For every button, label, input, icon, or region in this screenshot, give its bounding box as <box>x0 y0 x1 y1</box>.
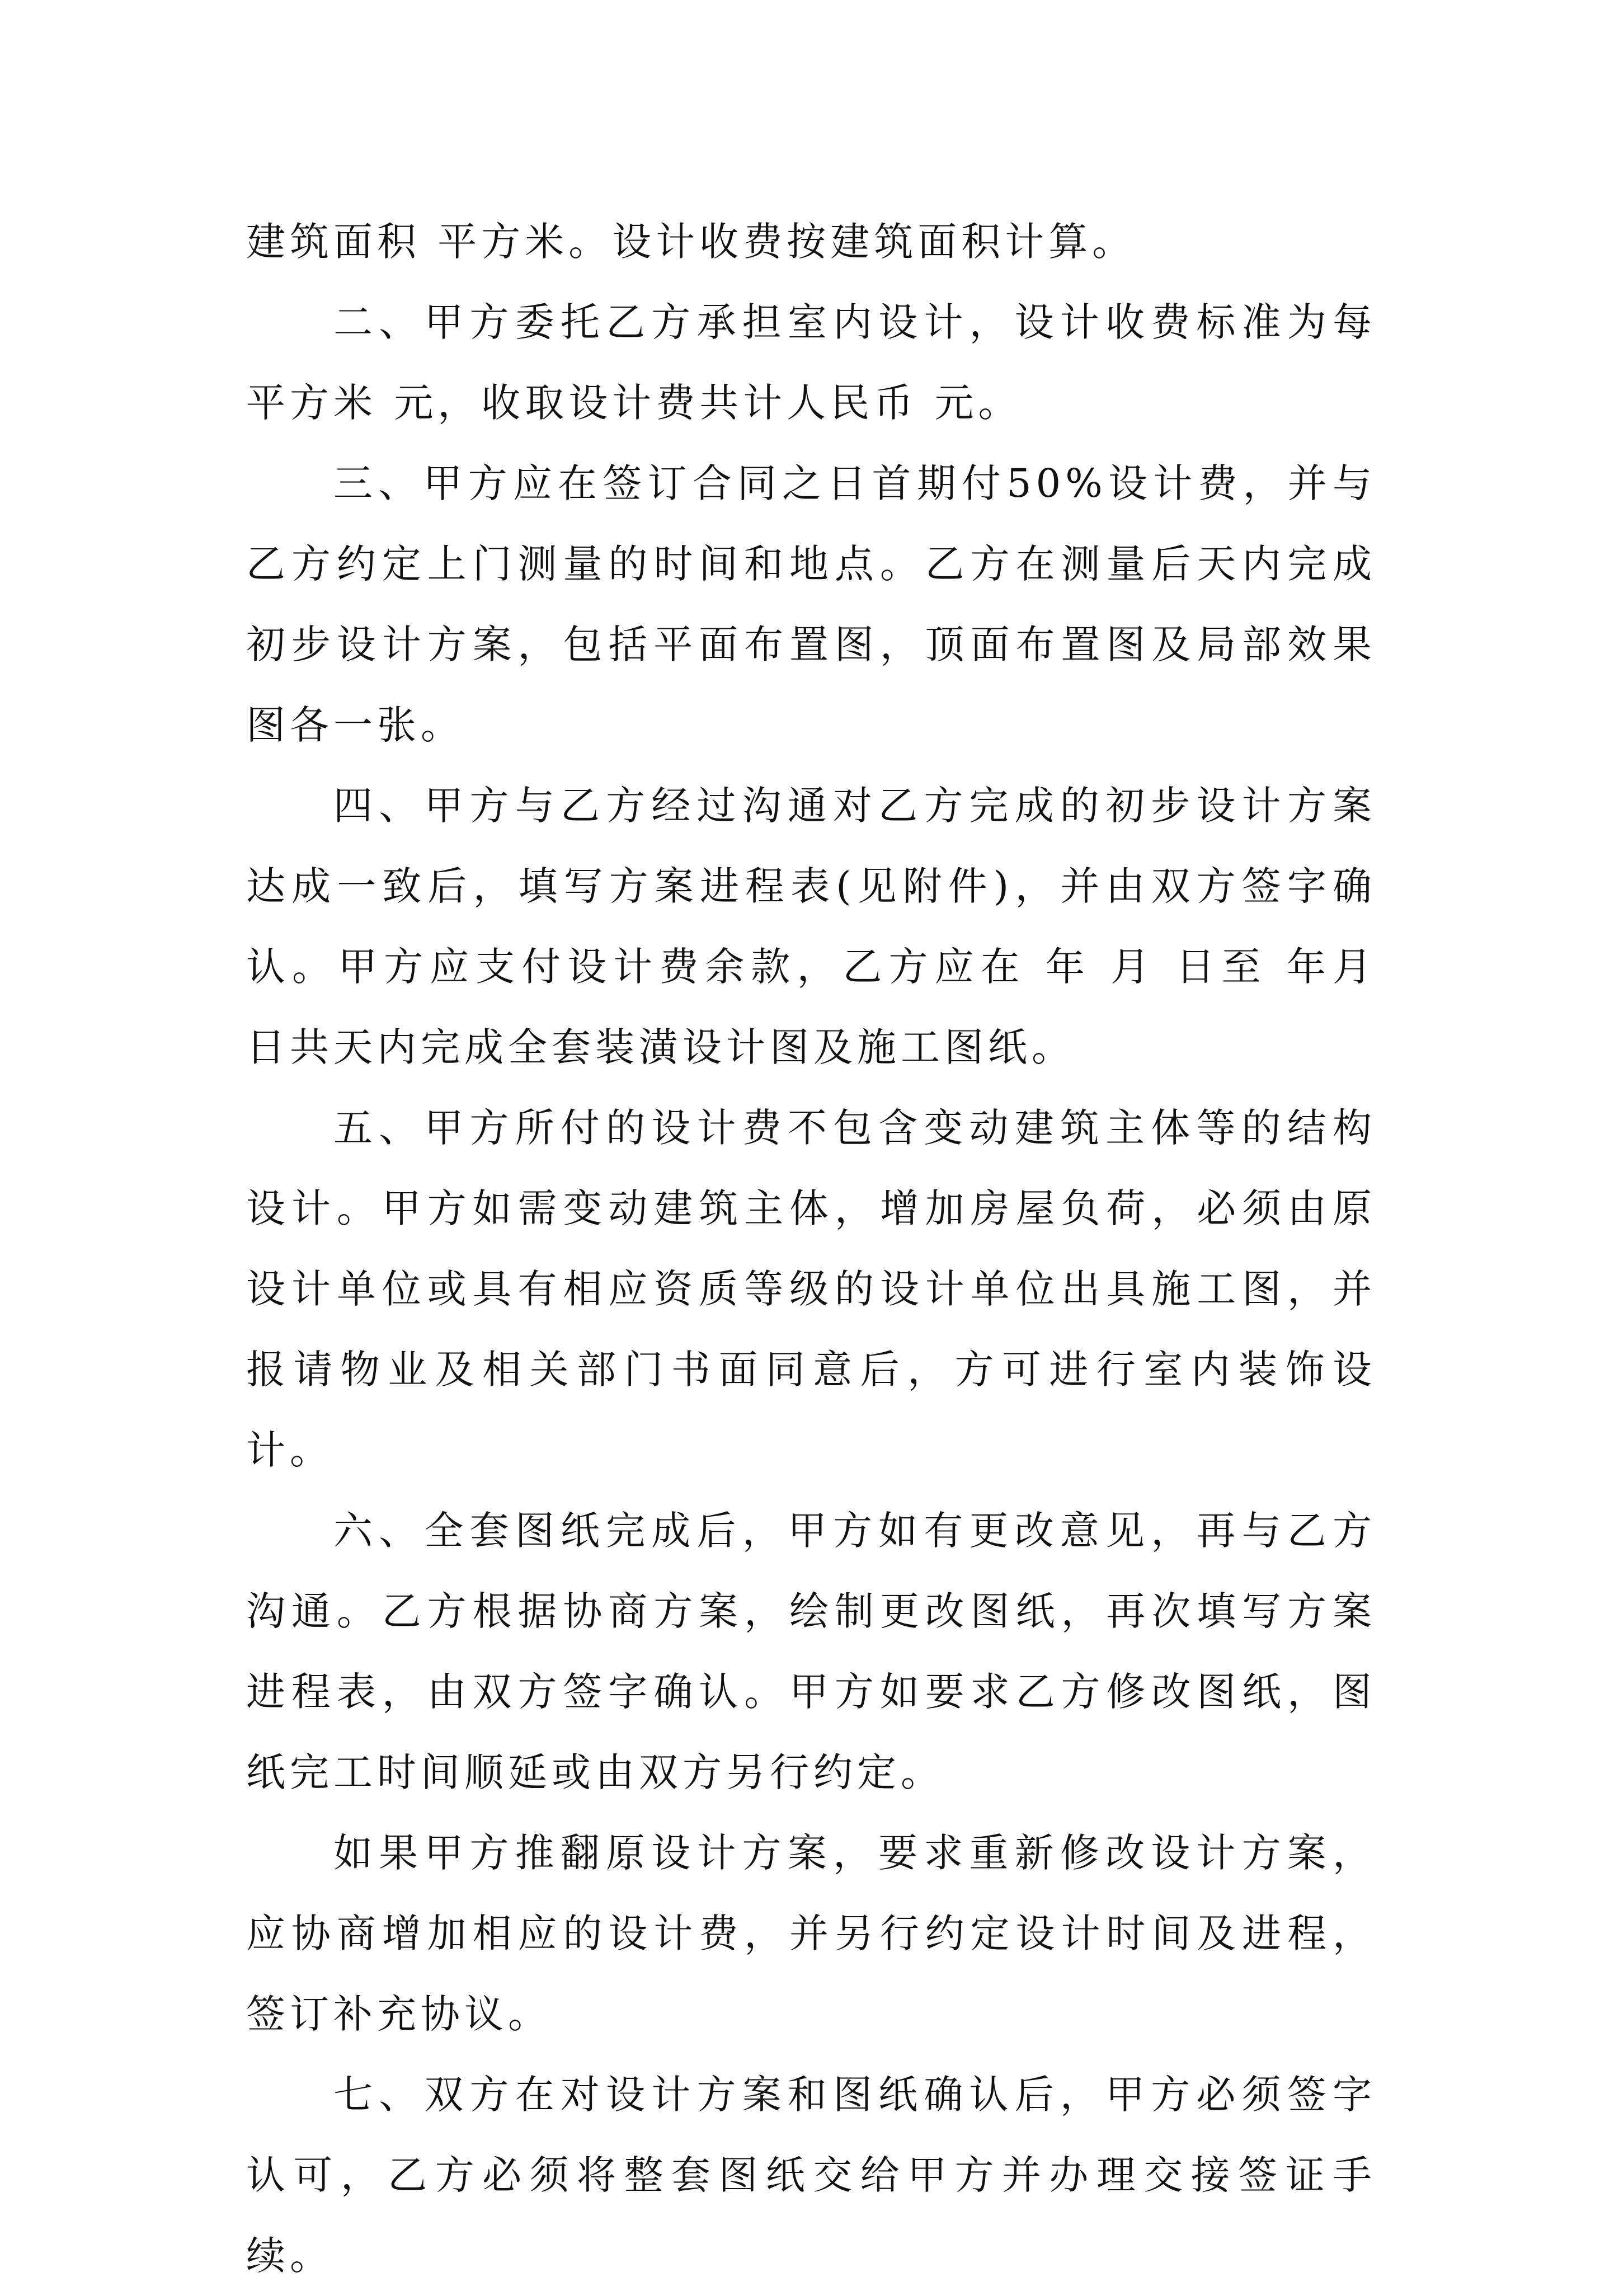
paragraph-clause-4-confirmation: 四、甲方与乙方经过沟通对乙方完成的初步设计方案达成一致后，填写方案进程表(见附件)，并由双方签字确认。甲方应支付设计费余款，乙方应在 年 月 日至 年月 日共天内完成全套装潢设计图及施工图纸。 <box>246 783 1376 1070</box>
paragraph-clause-3-first-payment: 三、甲方应在签订合同之日首期付50%设计费，并与乙方约定上门测量的时间和地点。乙方在测量后天内完成初步设计方案，包括平面布置图，顶面布置图及局部效果图各一张。 <box>246 460 1376 748</box>
paragraph-clause-2-design-fee: 二、甲方委托乙方承担室内设计，设计收费标准为每平方米 元，收取设计费共计人民币 元。 <box>246 299 1376 426</box>
paragraph-area-calculation: 建筑面积 平方米。设计收费按建筑面积计算。 <box>246 219 1136 265</box>
document-body <box>246 201 1376 2296</box>
paragraph-clause-5-structural-design: 五、甲方所付的设计费不包含变动建筑主体等的结构设计。甲方如需变动建筑主体，增加房屋负荷，必须由原设计单位或具有相应资质等级的设计单位出具施工图，并报请物业及相关部门书面同意后，方可进行室内装饰设计。 <box>246 1105 1376 1473</box>
paragraph-redesign-agreement: 如果甲方推翻原设计方案，要求重新修改设计方案，应协商增加相应的设计费，并另行约定设计时间及进程，签订补充协议。 <box>246 1830 1376 2037</box>
paragraph-clause-6-revisions: 六、全套图纸完成后，甲方如有更改意见，再与乙方沟通。乙方根据协商方案，绘制更改图纸，再次填写方案进程表，由双方签字确认。甲方如要求乙方修改图纸，图纸完工时间顺延或由双方另行约定。 <box>246 1508 1376 1795</box>
paragraph-clause-7-handover: 七、双方在对设计方案和图纸确认后，甲方必须签字认可，乙方必须将整套图纸交给甲方并办理交接签证手续。 <box>246 2072 1376 2279</box>
